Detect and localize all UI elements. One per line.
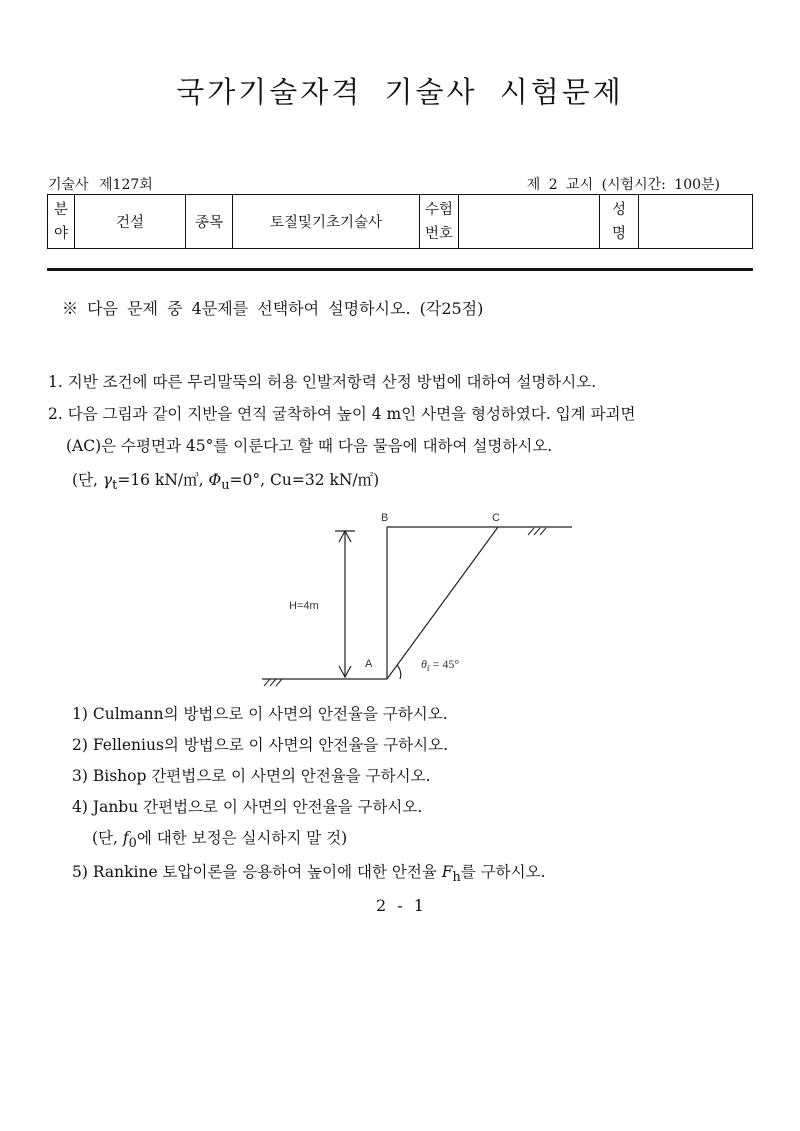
subquestion-text-after: 를 구하시오. bbox=[460, 863, 546, 881]
note-symbol: f bbox=[122, 829, 129, 847]
field-value: 건설 bbox=[75, 195, 186, 249]
subquestion-number: 1) bbox=[72, 705, 88, 723]
exam-category: 기술사 bbox=[48, 177, 89, 193]
type-label: 종목 bbox=[186, 195, 233, 249]
exam-round: 제127회 bbox=[99, 177, 153, 193]
question-2-given bbox=[72, 468, 379, 493]
note-prefix: (단, bbox=[92, 829, 123, 847]
exam-round-info bbox=[48, 174, 153, 194]
question-text: 다음 그림과 같이 지반을 연직 굴착하여 높이 4 m인 사면을 형성하였다. 입계 파괴면 bbox=[67, 405, 636, 423]
instruction: ※ 다음 문제 중 4문제를 선택하여 설명하시오. (각25점) bbox=[62, 299, 484, 318]
slope-diagram bbox=[240, 505, 590, 695]
question-2-line-2: (AC)은 수평면과 45°를 이룬다고 할 때 다음 물음에 대하여 설명하시오. bbox=[66, 437, 553, 455]
point-label-b: B bbox=[381, 512, 389, 524]
field-label-1: 분 bbox=[53, 201, 68, 218]
note-subscript: 0 bbox=[128, 836, 137, 852]
field-label-2: 야 bbox=[53, 225, 68, 242]
angle-value: = 45° bbox=[429, 657, 460, 671]
point-label-a: A bbox=[365, 658, 373, 670]
exam-number-field[interactable] bbox=[459, 195, 600, 249]
subquestion-number: 5) bbox=[72, 863, 88, 881]
field-label-cell bbox=[48, 195, 75, 249]
subquestion-4 bbox=[72, 795, 422, 817]
angle-arc bbox=[397, 665, 401, 679]
exam-time: (시험시간: 100분) bbox=[601, 177, 720, 193]
header-divider bbox=[47, 268, 753, 271]
subquestion-text: Culmann의 방법으로 이 사면의 안전율을 구하시오. bbox=[92, 705, 448, 723]
exam-number-label-cell bbox=[420, 195, 459, 249]
subquestion-1 bbox=[72, 702, 448, 724]
phi-subscript: u bbox=[221, 478, 230, 494]
subquestion-text: Bishop 간편법으로 이 사면의 안전율을 구하시오. bbox=[92, 767, 431, 785]
ground-hatch-mark bbox=[528, 528, 534, 535]
subquestion-number: 3) bbox=[72, 767, 88, 785]
angle-symbol: θ bbox=[421, 657, 427, 671]
ground-hatch-mark bbox=[534, 528, 540, 535]
subquestion-text: Janbu 간편법으로 이 사면의 안전율을 구하시오. bbox=[92, 798, 423, 816]
exam-period: 제 2 교시 bbox=[526, 177, 594, 193]
height-label: H=4m bbox=[289, 600, 319, 612]
gamma-symbol: γ bbox=[102, 471, 113, 489]
ground-hatch-mark bbox=[540, 528, 546, 535]
given-prefix: (단, bbox=[72, 471, 103, 489]
subquestion-number: 2) bbox=[72, 736, 88, 754]
question-number: 1. bbox=[48, 373, 63, 391]
point-label-c: C bbox=[492, 512, 500, 524]
subquestion-text: Fellenius의 방법으로 이 사면의 안전율을 구하시오. bbox=[92, 736, 449, 754]
page-number: 2 - 1 bbox=[376, 896, 424, 915]
name-field[interactable] bbox=[639, 195, 753, 249]
angle-subscript: f bbox=[426, 664, 430, 673]
subquestion-2 bbox=[72, 733, 448, 755]
gamma-subscript: t bbox=[112, 478, 118, 494]
angle-label bbox=[421, 657, 459, 673]
exam-info-table bbox=[47, 194, 753, 249]
ground-hatch-mark bbox=[270, 679, 276, 686]
exam-number-label-2: 번호 bbox=[424, 225, 453, 242]
subquestion-5 bbox=[72, 860, 546, 885]
question-text: 지반 조건에 따른 무리말뚝의 허용 인발저항력 산정 방법에 대하여 설명하시오. bbox=[67, 373, 597, 391]
phi-symbol: Φ bbox=[208, 471, 222, 489]
gamma-value: =16 kN/㎥, bbox=[117, 471, 209, 489]
subquestion-number: 4) bbox=[72, 798, 88, 816]
ground-hatch-mark bbox=[276, 679, 282, 686]
exam-period-info bbox=[527, 174, 720, 194]
subquestion-text-before: Rankine 토압이론을 응용하여 높이에 대한 안전율 bbox=[92, 863, 442, 881]
name-label-1: 성 bbox=[611, 201, 626, 218]
subquestion-4-note bbox=[92, 826, 347, 851]
name-label-2: 명 bbox=[611, 225, 626, 242]
subquestion-3 bbox=[72, 764, 431, 786]
safety-factor-subscript: h bbox=[452, 870, 461, 886]
safety-factor-symbol: F bbox=[441, 863, 453, 881]
name-label-cell bbox=[600, 195, 639, 249]
phi-value: =0°, Cu=32 kN/㎡) bbox=[229, 471, 380, 489]
ground-hatch-mark bbox=[264, 679, 270, 686]
question-1 bbox=[48, 370, 596, 392]
question-2-line-1 bbox=[48, 402, 635, 424]
note-suffix: 에 대한 보정은 실시하지 말 것) bbox=[136, 829, 348, 847]
exam-number-label-1: 수험 bbox=[424, 201, 453, 218]
question-number: 2. bbox=[48, 405, 63, 423]
type-value: 토질및기초기술사 bbox=[233, 195, 420, 249]
page-title: 국가기술자격 기술사 시험문제 bbox=[176, 75, 624, 109]
